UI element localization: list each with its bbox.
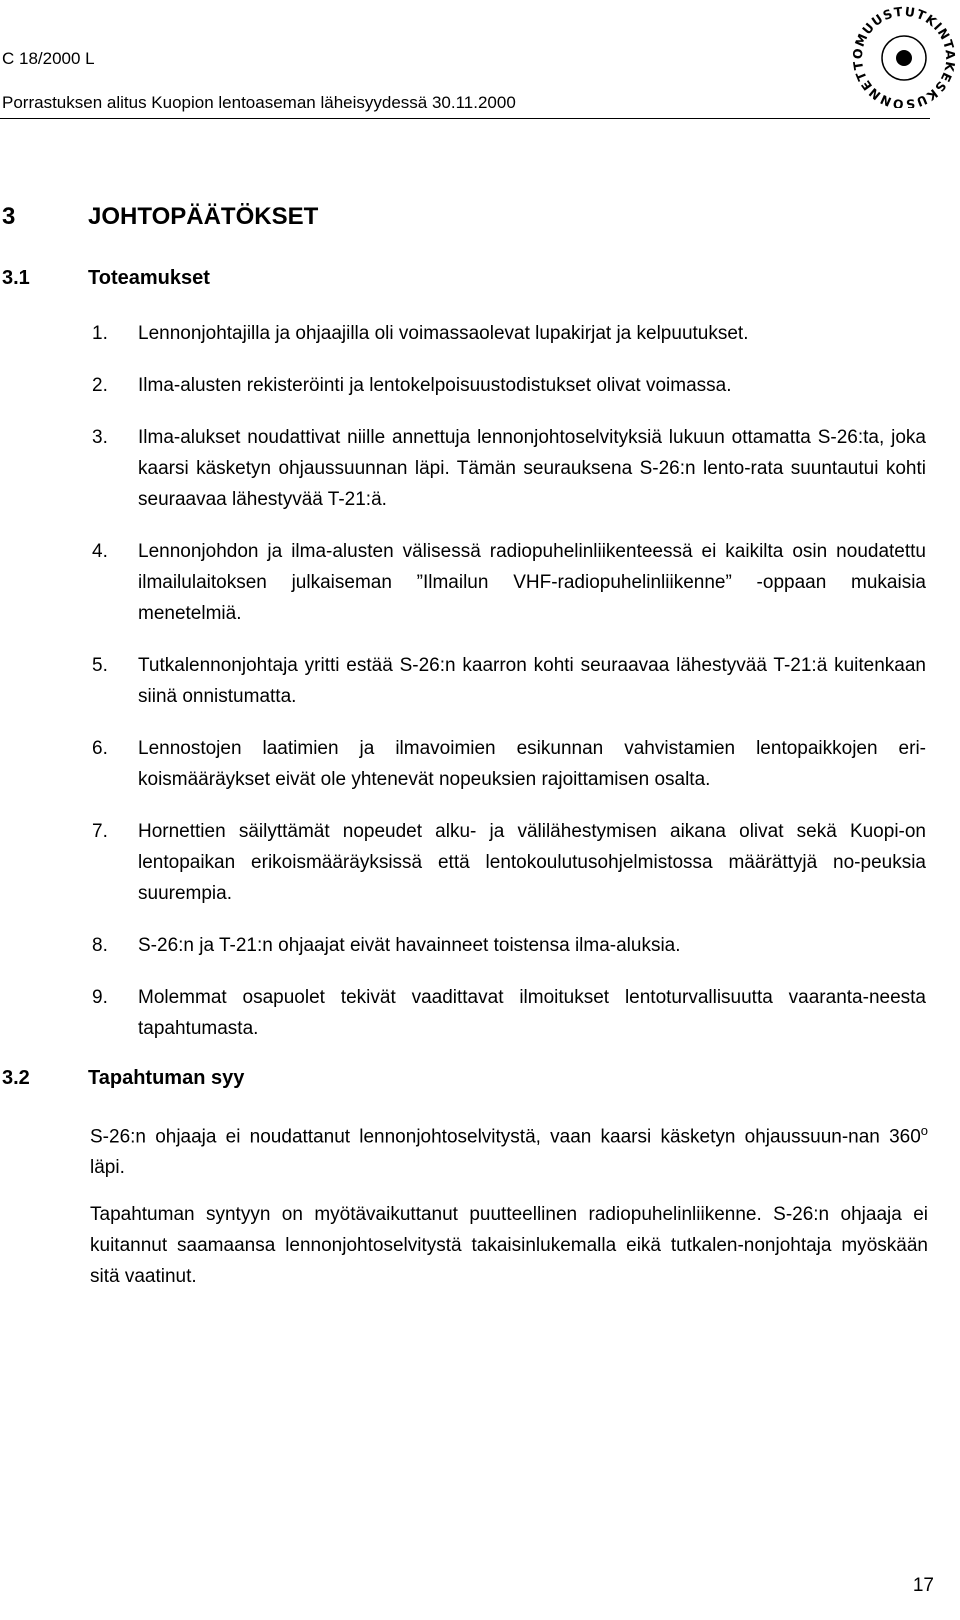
page-number: 17 — [912, 1575, 934, 1596]
finding-item — [92, 650, 926, 712]
degree-superscript: o — [920, 1123, 928, 1138]
finding-number: 4. — [92, 541, 108, 562]
finding-item — [92, 982, 926, 1044]
finding-number: 1. — [92, 323, 108, 344]
cause-paragraph-2: Tapahtuman syntyyn on myötävaikuttanut puutteellinen radiopuhelinliikenne. S-26:n ohjaaja ei kuitannut saamaansa lennonjohtoselvitystä takaisinlukemalla eikä tutkalen-nonjohtaja myöskään sitä vaatinut. — [90, 1204, 928, 1287]
finding-item — [92, 370, 926, 401]
finding-number: 6. — [92, 738, 108, 759]
findings-list — [92, 318, 926, 1065]
finding-item — [92, 816, 926, 909]
finding-number: 5. — [92, 655, 108, 676]
document-title: Porrastuksen alitus Kuopion lentoaseman läheisyydessä 30.11.2000 — [2, 93, 516, 112]
finding-text: S-26:n ja T-21:n ohjaajat eivät havainneet toistensa ilma-aluksia. — [138, 935, 681, 956]
finding-text: Lennostojen laatimien ja ilmavoimien esikunnan vahvistamien lentopaikkojen eri-koismääräykset eivät ole yhtenevät nopeuksien rajoittamisen osalta. — [138, 738, 926, 790]
finding-text: Tutkalennonjohtaja yritti estää S-26:n kaarron kohti seuraavaa lähestyvää T-21:ä kuitenkaan siinä onnistumatta. — [138, 655, 926, 707]
section-title: JOHTOPÄÄTÖKSET — [88, 203, 319, 230]
finding-number: 7. — [92, 821, 108, 842]
finding-text: Ilma-alukset noudattivat niille annettuja lennonjohtoselvityksiä lukuun ottamatta S-26:ta, joka kaarsi käsketyn ohjaussuunnan läpi. Tämän seurauksena S-26:n lento-rata suuntautui kohti seuraavaa lähestyvää T-21:ä. — [138, 427, 926, 510]
finding-item — [92, 930, 926, 961]
section-number: 3 — [2, 203, 16, 230]
cause-paragraph-1-end: läpi. — [90, 1157, 125, 1179]
subsection-number: 3.2 — [2, 1067, 30, 1089]
finding-item — [92, 318, 926, 349]
section-heading — [2, 202, 318, 232]
subsection-title: Toteamukset — [88, 267, 210, 289]
finding-item — [92, 422, 926, 515]
finding-text: Ilma-alusten rekisteröinti ja lentokelpoisuustodistukset olivat voimassa. — [138, 375, 732, 396]
subsection-title: Tapahtuman syy — [88, 1067, 245, 1089]
cause-paragraph-1-text: S-26:n ohjaaja ei noudattanut lennonjohtoselvitystä, vaan kaarsi käsketyn ohjaussuun-nan 360 — [90, 1126, 921, 1148]
finding-text: Molemmat osapuolet tekivät vaadittavat ilmoitukset lentoturvallisuutta vaaranta-neesta tapahtumasta. — [138, 987, 926, 1039]
header-divider — [0, 118, 930, 119]
document-code: C 18/2000 L — [2, 49, 95, 68]
subsection-number: 3.1 — [2, 267, 30, 289]
seal-text: ONNETTOMUUSTUTKINTAKESKUS — [849, 3, 959, 108]
finding-text: Hornettien säilyttämät nopeudet alku- ja välilähestymisen aikana olivat sekä Kuopi-on lentopaikan erikoismääräyksissä että lentokoulutusohjelmistossa määrättyjä no-peuksia suurempia. — [138, 821, 926, 904]
finding-number: 3. — [92, 427, 108, 448]
finding-number: 9. — [92, 987, 108, 1008]
finding-item — [92, 733, 926, 795]
finding-text: Lennonjohdon ja ilma-alusten välisessä radiopuhelinliikenteessä ei kaikilta osin noudatettu ilmailulaitoksen julkaiseman ”Ilmailun VHF-radiopuhelinliikenne” -oppaan mukaisia menetelmiä. — [138, 541, 926, 624]
subsection-heading-findings — [2, 265, 210, 291]
finding-number: 8. — [92, 935, 108, 956]
finding-text: Lennonjohtajilla ja ohjaajilla oli voimassaolevat lupakirjat ja kelpuutukset. — [138, 323, 749, 344]
cause-paragraph-1 — [90, 1115, 928, 1183]
agency-seal-logo — [842, 0, 960, 108]
subsection-heading-cause — [2, 1065, 244, 1091]
finding-number: 2. — [92, 375, 108, 396]
finding-item — [92, 536, 926, 629]
